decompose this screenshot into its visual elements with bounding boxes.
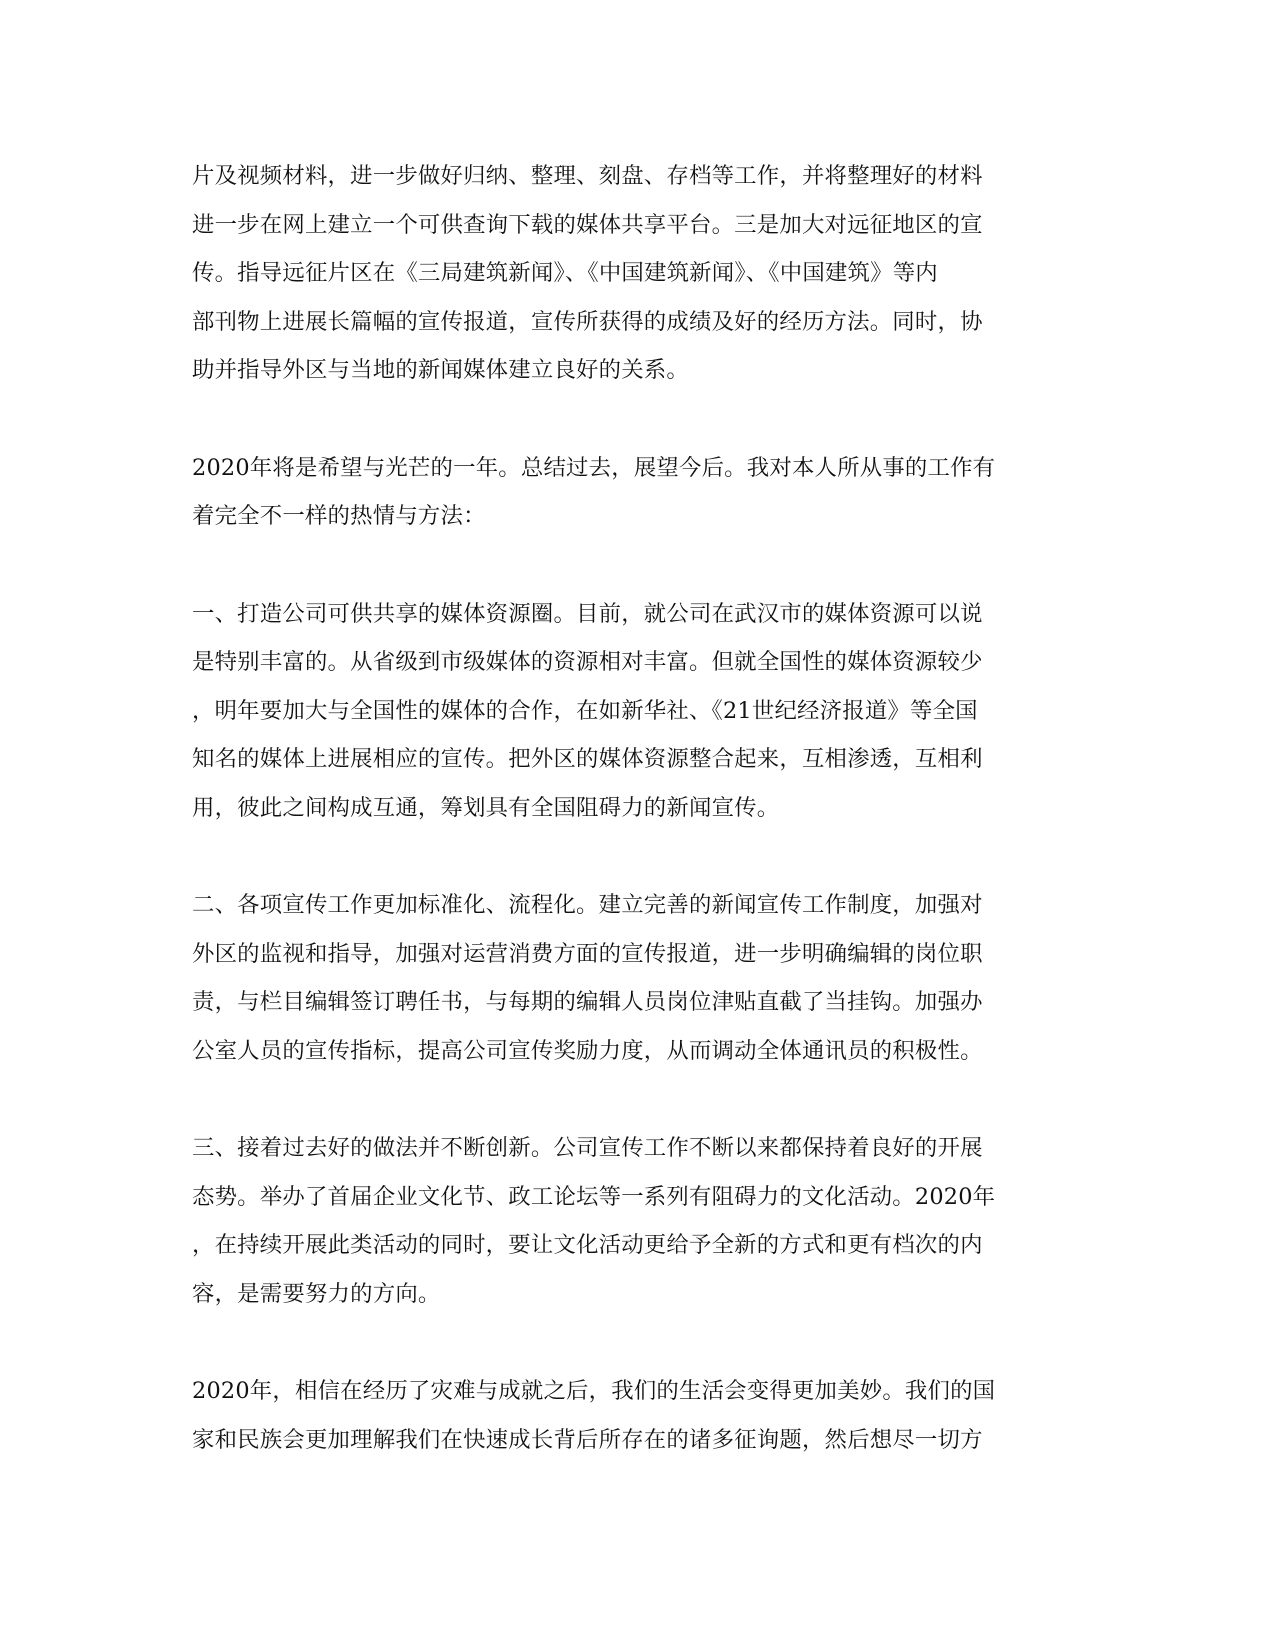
text-line: 家和民族会更加理解我们在快速成长背后所存在的诸多征询题，然后想尽一切方	[192, 1426, 983, 1453]
text-line: 2020年将是希望与光芒的一年。总结过去，展望今后。我对本人所从事的工作有	[192, 454, 996, 481]
text-line: 传。指导远征片区在《三局建筑新闻》、《中国建筑新闻》、《中国建筑》等内	[192, 260, 938, 286]
text-line: 责，与栏目编辑签订聘任书，与每期的编辑人员岗位津贴直截了当挂钩。加强办	[192, 989, 983, 1015]
text-line: 助并指导外区与当地的新闻媒体建立良好的关系。	[192, 357, 689, 383]
text-line: 知名的媒体上进展相应的宣传。把外区的媒体资源整合起来，互相渗透，互相利	[192, 746, 983, 772]
paragraph-point-two	[192, 881, 1072, 1075]
paragraph-2020-outlook	[192, 444, 1072, 541]
text-line: ，在持续开展此类活动的同时，要让文化活动更给予全新的方式和更有档次的内	[192, 1232, 983, 1258]
text-line: 着完全不一样的热情与方法：	[192, 503, 486, 529]
text-line: 三、接着过去好的做法并不断创新。公司宣传工作不断以来都保持着良好的开展	[192, 1135, 983, 1161]
text-line: 片及视频材料，进一步做好归纳、整理、刻盘、存档等工作，并将整理好的材料	[192, 163, 983, 189]
paragraph-media-archive	[192, 152, 1072, 395]
text-line: 外区的监视和指导，加强对运营消费方面的宣传报道，进一步明确编辑的岗位职	[192, 940, 983, 967]
text-line: 一、打造公司可供共享的媒体资源圈。目前，就公司在武汉市的媒体资源可以说	[192, 600, 983, 627]
text-line: 公室人员的宣传指标，提高公司宣传奖励力度，从而调动全体通讯员的积极性。	[192, 1037, 983, 1064]
text-line: 用，彼此之间构成互通，筹划具有全国阻碍力的新闻宣传。	[192, 794, 780, 821]
paragraph-point-three	[192, 1124, 1072, 1318]
text-line: 2020年，相信在经历了灾难与成就之后，我们的生活会变得更加美妙。我们的国	[192, 1378, 996, 1404]
text-line: ，明年要加大与全国性的媒体的合作，在如新华社、《21世纪经济报道》等全国	[192, 697, 978, 724]
text-line: 态势。举办了首届企业文化节、政工论坛等一系列有阻碍力的文化活动。2020年	[192, 1183, 996, 1210]
text-line: 二、各项宣传工作更加标准化、流程化。建立完善的新闻宣传工作制度，加强对	[192, 892, 983, 918]
text-line: 容，是需要努力的方向。	[192, 1280, 441, 1307]
text-line: 部刊物上进展长篇幅的宣传报道，宣传所获得的成绩及好的经历方法。同时，协	[192, 308, 983, 335]
text-line: 进一步在网上建立一个可供查询下载的媒体共享平台。三是加大对远征地区的宣	[192, 211, 983, 238]
paragraph-point-one	[192, 590, 1072, 833]
document-body	[192, 152, 1072, 1513]
text-line: 是特别丰富的。从省级到市级媒体的资源相对丰富。但就全国性的媒体资源较少	[192, 649, 983, 675]
paragraph-closing	[192, 1367, 1072, 1464]
